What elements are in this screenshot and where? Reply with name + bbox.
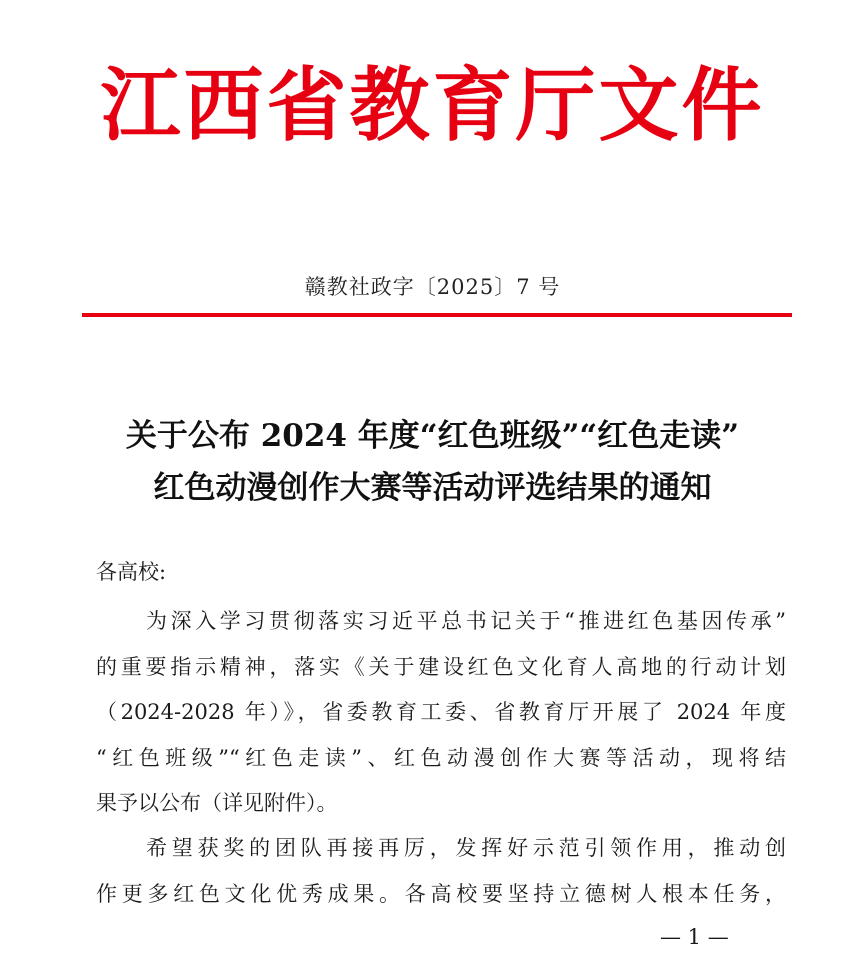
paragraph-line: “红色班级”“红色走读”、红色动漫创作大赛等活动，现将结 bbox=[96, 745, 786, 770]
paragraph-line: 作更多红色文化优秀成果。各高校要坚持立德树人根本任务， bbox=[96, 881, 786, 906]
paragraph-line: 为深入学习贯彻落实习近平总书记关于“推进红色基因传承” bbox=[146, 609, 786, 633]
paragraph-line: 的重要指示精神，落实《关于建设红色文化育人高地的行动计划 bbox=[96, 654, 786, 679]
masthead-title: 江西省教育厅文件 bbox=[100, 59, 765, 152]
notice-title-line-2: 红色动漫创作大赛等活动评选结果的通知 bbox=[153, 470, 712, 506]
paragraph-line: 果予以公布（详见附件）。 bbox=[96, 791, 338, 815]
paragraph-line: （2024-2028 年）》，省委教育工委、省教育厅开展了 2024 年度 bbox=[96, 700, 786, 724]
notice-title bbox=[40, 410, 825, 514]
document-number: 赣教社政字〔2025〕7 号 bbox=[304, 275, 561, 299]
body-paragraph-2 bbox=[96, 826, 786, 917]
notice-title-line-1: 关于公布 2024 年度“红色班级”“红色走读” bbox=[125, 418, 740, 454]
salutation: 各高校: bbox=[96, 560, 167, 584]
paragraph-line: 希望获奖的团队再接再厉，发挥好示范引领作用，推动创 bbox=[146, 836, 786, 860]
red-divider-line bbox=[82, 313, 792, 317]
page-number: — 1 — bbox=[660, 925, 729, 949]
body-paragraph-1 bbox=[96, 599, 786, 827]
